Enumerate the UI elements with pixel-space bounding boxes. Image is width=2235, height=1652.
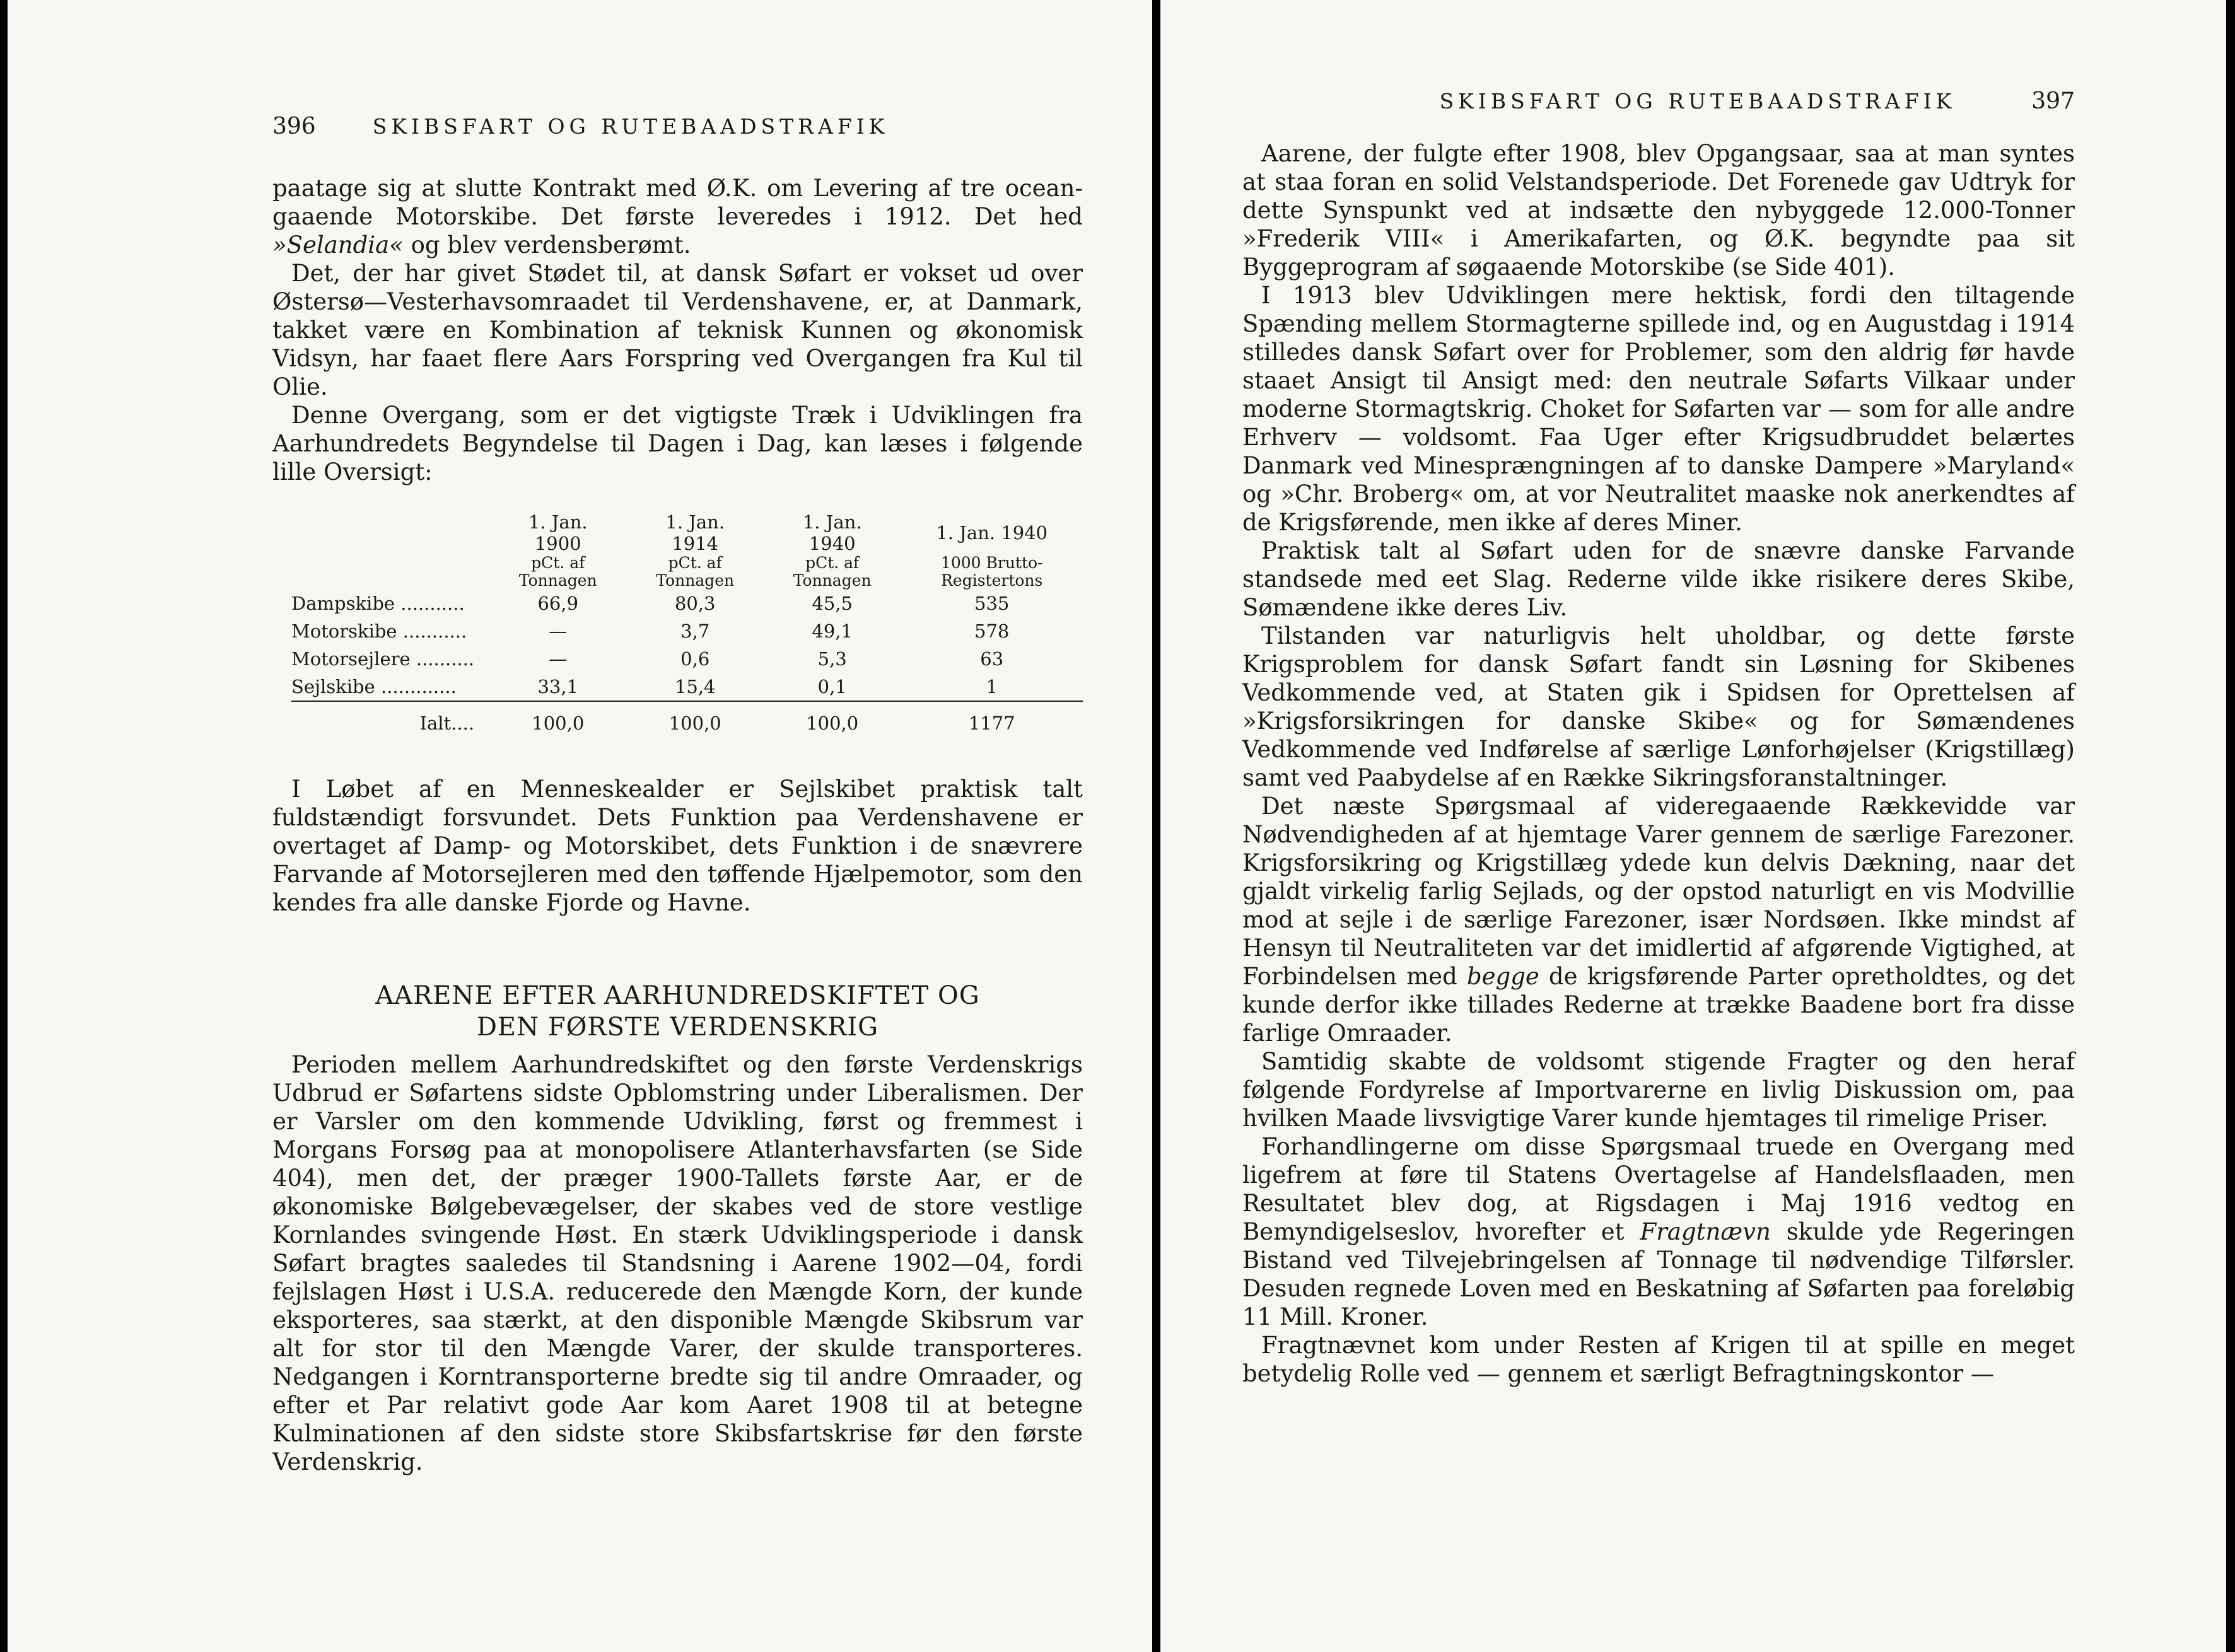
paragraph: Perioden mellem Aarhundredskiftet og den første Verdenskrigs Udbrud er Søfartens sidste Opblomstring under Liberalismen. Der er Varsler om den kommende Udvikling, først og fremmest i Morgans Forsøg paa at monopolisere Atlanterhavsfarten (se Side 404), men det, der præger 1900-Tallets første Aar, er de økonomiske Bølgebevægelser, der skabes ved de store vestlige Kornlandes svingende Høst. En stærk Udviklingsperiode i dansk Søfart bragtes saaledes til Standsning i Aarene 1902—04, fordi fejlslagen Høst i U.S.A. reducerede den Mængde Korn, der kunde eksporteres, saa stærkt, at den disponible Mængde Skibsrum var alt for stor til den Mængde Varer, der skulde transporteres. Nedgangen i Korntransporterne bredte sig til andre Omraader, og efter et Par relativt gode Aar kom Aaret 1908 til at betegne Kulminationen af den sidste store Skibsfartskrise før den første Verdenskrig. — [272, 1051, 1083, 1475]
paragraph: Denne Overgang, som er det vigtigste Træk i Udviklingen fra Aarhundredets Begyndelse til Dagen i Dag, kan læses i følgende lille Oversigt: — [272, 402, 1083, 486]
running-head-title: SKIBSFART OG RUTEBAADSTRAFIK — [372, 114, 889, 139]
paragraph: Aarene, der fulgte efter 1908, blev Opgangsaar, saa at man syntes at staa foran en solid Velstandsperiode. Det Forenede gav Udtryk for dette Synspunkt ved at indsætte den nybyggede 12.000-Tonner »Frederik VIII« i Amerikafarten, og Ø.K. begyndte paa sit Byggeprogram af søgaaende Motorskibe (se Side 401). — [1242, 140, 2075, 281]
paragraph: Tilstanden var naturligvis helt uholdbar, og dette første Krigsproblem for dansk Søfart fandt sin Løsning for Skibenes Vedkommende ved, at Staten gik i Spidsen for Oprettelsen af »Krigsforsikringen for danske Skibe« og for Sømændenes Vedkommende ved Indførelse af særlige Lønforhøjelser (Krigstillæg) samt ved Paabydelse af en Række Sikringsforanstaltninger. — [1242, 622, 2075, 791]
paragraph: I Løbet af en Menneskealder er Sejlskibet praktisk talt fuldstændigt forsvundet. Dets Funktion paa Verdenshavene er overtaget af Damp- og Motorskibet, dets Funktion i de snævrere Farvande af Motorsejleren med den tøffende Hjælpemotor, som den kendes fra alle danske Fjorde og Havne. — [272, 776, 1083, 916]
left-page — [8, 0, 1152, 1652]
paragraph: Samtidig skabte de voldsomt stigende Fragter og den heraf følgende Fordyrelse af Importvarerne en livlig Diskussion om, paa hvilken Maade livsvigtige Varer kunde hjemtages til rimelige Priser. — [1242, 1048, 2075, 1132]
column-header: 1. Jan. 1940 — [802, 511, 862, 554]
table-row: Dampskibe ........... 66,9 80,3 45,5 535 — [291, 593, 1010, 614]
column-header: 1. Jan. 1900 — [528, 511, 588, 554]
running-head — [272, 113, 1083, 139]
table-row: Motorsejlere .......... — 0,6 5,3 63 — [291, 648, 1004, 670]
column-header: 1. Jan. 1914 — [665, 511, 725, 554]
running-head-title: SKIBSFART OG RUTEBAADSTRAFIK — [1439, 89, 1956, 113]
table-row: Motorskibe ........... — 3,7 49,1 578 — [291, 620, 1010, 642]
column-subheader: pCt. af Tonnagen — [793, 554, 872, 590]
ship-name: »Selandia« — [272, 231, 404, 259]
emphasis: begge — [1466, 963, 1539, 990]
emphasis: Fragtnævn — [1640, 1218, 1771, 1245]
column-header: 1. Jan. 1940 — [936, 522, 1048, 544]
column-subheader: pCt. af Tonnagen — [518, 554, 597, 590]
table-subheader-row — [291, 554, 1083, 590]
table-total-row: Ialt.... 100,0 100,0 100,0 1177 — [291, 701, 1083, 737]
fleet-statistics-table — [291, 511, 1083, 737]
column-subheader: 1000 Brutto-Registertons — [940, 554, 1043, 590]
column-subheader: pCt. af Tonnagen — [656, 554, 735, 590]
paragraph: Fragtnævnet kom under Resten af Krigen til at spille en meget betydelig Rolle ved — gennem et særligt Befragtningskontor — — [1242, 1332, 2075, 1387]
running-head — [1242, 88, 2075, 114]
table-row: Sejlskibe ............. 33,1 15,4 0,1 1 — [291, 676, 998, 697]
paragraph: Praktisk talt al Søfart uden for de snævre danske Farvande standsede med eet Slag. Rederne vilde ikke risikere deres Skibe, Sømændene ikke deres Liv. — [1242, 537, 2075, 621]
paragraph: Forhandlingerne om disse Spørgsmaal truede en Overgang med ligefrem at føre til Statens Overtagelse af Handelsflaaden, men Resultatet blev dog, at Rigsdagen i Maj 1916 vedtog en Bemyndigelseslov, hvorefter et Fragtnævn skulde yde Regeringen Bistand ved Tilvejebringelsen af Tonnage til nødvendige Tilførsler. Desuden regnede Loven med en Beskatning af Søfarten paa foreløbig 11 Mill. Kroner. — [1242, 1133, 2075, 1330]
section-heading: AARENE EFTER AARHUNDREDSKIFTET OG DEN FØRSTE VERDENSKRIG — [375, 981, 980, 1042]
paragraph: I 1913 blev Udviklingen mere hektisk, fordi den tiltagende Spænding mellem Stormagterne spillede ind, og en Augustdag i 1914 stilledes dansk Søfart over for Problemer, som den aldrig før havde staaet Ansigt til Ansigt med: den neutrale Søfarts Vilkaar under moderne Stormagtskrig. Choket for Søfarten var — som for alle andre Erhverv — voldsomt. Faa Uger efter Krigsudbruddet belærtes Danmark ved Minesprængningen af to danske Dampere »Maryland« og »Chr. Broberg« om, at vor Neutralitet maaske nok anerkendtes af de Krigsførende, men ikke af deres Miner. — [1242, 282, 2075, 536]
paragraph: Det næste Spørgsmaal af videregaaende Rækkevidde var Nødvendigheden af at hjemtage Varer gennem de særlige Farezoner. Krigsforsikring og Krigstillæg ydede kun delvis Dækning, naar det gjaldt virkelig farlig Sejlads, og der opstod naturligt en vis Modvillie mod at sejle i de særlige Farezoner, især Nordsøen. Ikke mindst af Hensyn til Neutraliteten var det imidlertid af afgørende Vigtighed, at Forbindelsen med begge de krigsførende Parter opretholdtes, og det kunde derfor ikke tillades Rederne at trække Baadene bort fra disse farlige Omraader. — [1242, 793, 2075, 1047]
page-number: 396 — [272, 113, 316, 139]
paragraph: paatage sig at slutte Kontrakt med Ø.K. om Levering af tre ocean-gaaende Motorskibe. Det første leveredes i 1912. Det hed »Selandia« og blev verdensberømt. — [272, 175, 1083, 259]
table-header-row — [291, 511, 1083, 554]
page-number: 397 — [2031, 88, 2075, 114]
paragraph: Det, der har givet Stødet til, at dansk Søfart er vokset ud over Østersø—Vesterhavsomraadet til Verdenshavene, er, at Danmark, takket være en Kombination af teknisk Kunnen og økonomisk Vidsyn, har faaet flere Aars Forspring ved Overgangen fra Kul til Olie. — [272, 260, 1083, 400]
right-page — [1160, 0, 2226, 1652]
